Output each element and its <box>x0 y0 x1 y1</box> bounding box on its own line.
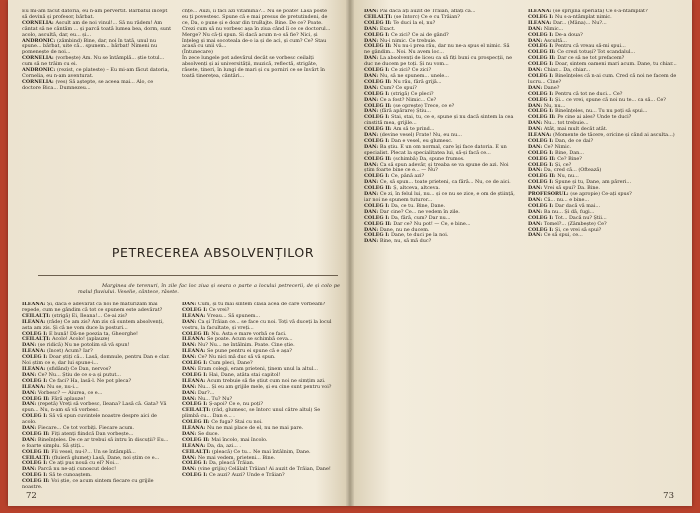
dialogue-text: Ce? Nu... Știu de ce s-a și putut... <box>37 371 121 378</box>
speaker-name: DAN: <box>364 161 380 168</box>
dialogue-text: (rezist, ce plateste) – Eu mi-am făcut datoria, Cornelia, eu n-am aventurat. <box>22 67 170 79</box>
speaker-name: COLEG I: <box>182 306 209 313</box>
dialogue-text: Vorbesc? — Aiurea, ce e... <box>37 389 103 396</box>
speaker-name: COLEG II: <box>182 330 212 337</box>
dialogue-text: (zâmbind) Bine, dar, noi în tată, unul nu spune... bărbat, uite că... spunem... bărbat! Nimeni nu pomenește de noi... <box>22 37 158 56</box>
speaker-name: COLEG I: <box>182 360 209 367</box>
dialogue-text: Ce faci? Ha, lasă-l. Ne pot pleca? <box>49 377 132 384</box>
speaker-name: DAN: <box>22 371 38 378</box>
speaker-name: DAN: <box>364 108 380 115</box>
dialogue-text: În zece lungele pot adevărul decât se vorbesc ceilalți absolvenți și ai universității, muzică, reflectă, strigăte, râsete, tineri, în lungi de mari și cu porniri ce se învârt în toată tinerețea, cântări... <box>182 55 325 79</box>
dialogue-text: Ce, să spun... toate prieteni, ca fără... Nu, ce de aici. <box>379 179 511 186</box>
speaker-name: DAN: <box>22 401 38 408</box>
dialogue-text: Ce? Nu nici mă duc să vă spun. <box>197 354 276 361</box>
dialogue-text: (schimbă) Da, spune frumos. <box>393 155 465 162</box>
dialogue-text: Eu mi-am făcut datoria, eu n-am pervertit. Bărbatul încept să devină și profesor, bărbat. <box>22 9 168 20</box>
dialogue-text: Ne mai vedem, prieteni... Bine. <box>197 454 276 461</box>
speaker-name: ILEANA: <box>528 132 554 139</box>
dialogue-text: Și... ce vrei, spune că noi nu te... ca să... Ce? <box>555 96 666 103</box>
dialogue-text: (pleacă) Ce tu... Ne mai întâlnim, Dane. <box>212 448 311 455</box>
dialogue-text: Nu, nu... <box>557 173 579 180</box>
dialogue-text: Ș, altceva, altceva. <box>393 185 440 192</box>
dialogue-text: Da, pleacă Trăian. <box>209 460 255 467</box>
speaker-name: DAN: <box>22 389 38 396</box>
dialogue-text: (vine grijiu) Celălalt Trăian! Ai auzit de Trăian, Dane! <box>197 466 331 473</box>
dialogue-text: Nu ne mai place de el, nu ne mai pare. <box>207 425 304 432</box>
dialogue-text: Ce auzi? Auzi? Unde e Trăian? <box>209 472 285 479</box>
dialogue-text: (se oprește) Trece, ce e? <box>393 102 455 109</box>
speaker-name: DAN: <box>528 37 544 44</box>
speaker-name: ILEANA: <box>22 383 48 390</box>
dialogue-text: Nu nu-i prea rău, dar nu ne-a spus el nimic. Să ne gândim... Noi. Nu avem loc... <box>364 43 510 56</box>
speaker-name: DAN: <box>528 102 544 109</box>
dialogue-line <box>364 239 516 245</box>
dialogue-text: Se pune pentru ei spune că e așa? <box>207 348 292 355</box>
dialogue-text: Ce? Nimic. <box>543 143 571 150</box>
speaker-name: COLEG I: <box>528 61 555 68</box>
dialogue-text: Dar... (Mâna)... Nu?... <box>553 19 607 26</box>
dialogue-text: Ba știu. E un om normal, care își face datoria. E un specialist. Plecat la specialitatea lui, să-și facă ce... <box>364 143 507 156</box>
dialogue-text: Nu s-a-ntâmplat nimic. <box>555 13 612 20</box>
speaker-name: ILEANA: <box>182 348 208 355</box>
dialogue-text: (sfidând) Ce Dan, nervos? <box>47 365 112 372</box>
dialogue-text: Nu, nu... <box>543 102 566 109</box>
open-book <box>8 0 692 506</box>
speaker-name: COLEG I: <box>182 371 209 378</box>
speaker-name: COLEG I: <box>364 90 391 97</box>
dialogue-text: Tomel?... (Zâmbește) Ce? <box>543 220 607 227</box>
dialogue-text: Ce zici? Ce zici? <box>391 67 432 74</box>
speaker-name: COLEG I: <box>22 354 49 361</box>
dialogue-text: E bună! Dă-ne poezia ta, Gheorghe! <box>49 330 139 337</box>
speaker-name: COLEG II: <box>182 419 212 426</box>
speaker-name: ANDRONIC: <box>22 67 57 74</box>
dialogue-line <box>22 39 172 57</box>
speaker-name: DAN: <box>182 395 198 402</box>
speaker-name: ILEANA: <box>182 312 208 319</box>
speaker-name: DAN: <box>528 167 544 174</box>
speaker-name: COLEG I: <box>528 72 555 79</box>
dialogue-text: Și, dacă e adevărat că noi ne maturizăm mai repede, cum ne gândim că tot ce spunem este adevărat? <box>22 302 163 313</box>
speaker-name: DAN: <box>528 208 544 215</box>
dialogue-text: Să vă spun cuvintele noastre despre aici de acolo. <box>22 413 157 426</box>
dialogue-text: Ba nu... Și dă, fugi... <box>543 208 595 215</box>
speaker-name: COLEG II: <box>364 78 394 85</box>
speaker-name: COLEG I: <box>528 96 555 103</box>
speaker-name: DAN: <box>364 191 380 198</box>
dialogue-text: Fiecare... Ce tot vorbiți. Fiecare acum. <box>37 425 135 432</box>
dialogue-text: Dane, nu ne ducem. <box>379 226 430 233</box>
speaker-name: COLEG II: <box>364 155 394 162</box>
dialogue-text: Dane, te duci pe la noi. <box>391 232 449 239</box>
speaker-name: COLEG I: <box>22 377 49 384</box>
speaker-name: COLEG I: <box>364 31 391 38</box>
dialogue-text: Dar ce? Nu pot! — Ce, e bine... <box>393 220 471 227</box>
dialogue-text: Dar dacă vă mai... <box>555 202 600 209</box>
dialogue-line <box>22 80 172 92</box>
speaker-name: COLEG II: <box>528 155 558 162</box>
speaker-name: CORNELIA: <box>22 19 56 26</box>
speaker-name: DAN: <box>22 466 38 473</box>
dialogue-text: Vrei să spui? Da. Bine. <box>543 185 600 192</box>
speaker-name: DAN: <box>364 132 380 139</box>
dialogue-text: Ce zi, în felul lui, nu... și ce nu se zice, e om de știință, iar noi ne spunem tuturor... <box>364 191 515 203</box>
speaker-name: DAN: <box>528 197 544 203</box>
dialogue-text: cnțe... Auzi, îi faci azi vitamina?... Nu se poate! Lasă poste eu ți povestesc. Spune că e mai presus de pretutindeni, de ce, Da, o pune și e doar din truBajte. Bine. De ce? Poate. Crezi cum să nu vorbesc așa în ziua când îi ce ce doctorul... Merge? Nu că-ți spun. Si dacă acum n-o să fie? Nici, și înțeleg și mai socoteala de-o ia și de aci, și cum? Ce? Stau acasă cu unii vă... <box>182 9 331 50</box>
dialogue-text: Nu, să ne spunem... unele... <box>379 72 449 79</box>
dialogue-text: Chiar... Da, chiar... <box>543 67 591 74</box>
dialogue-text: Ce crezi totuși? Tot scandalul... <box>557 49 636 56</box>
speaker-name: ILEANA: <box>22 302 48 307</box>
stage-intro: Marginea de terenuri, în zile fac loc ziua și seara o parte a locului petrecerii, de și colo pe malul fluviului. Veselie, cântece, râsete. <box>78 283 340 295</box>
dialogue-text: Atât, mai mult decât atât. <box>543 126 608 133</box>
dialogue-text: (fără apărare) Știu... <box>379 108 431 115</box>
speaker-name: COLEG I: <box>22 413 49 420</box>
dialogue-text: (râd, glumesc, se întorc unul către altul) Se plimbă cu... Dan e... . <box>182 407 321 420</box>
dialogue-text: Bine, Dan... <box>555 149 584 156</box>
speaker-name: COLEG I: <box>182 460 209 467</box>
speaker-name: DAN: <box>182 454 198 461</box>
speaker-name: DAN: <box>364 37 380 44</box>
speaker-name: CEILALȚI: <box>364 13 395 20</box>
dialogue-text: Ce să spui, ce... <box>543 232 583 239</box>
speaker-name: COLEG I: <box>528 90 555 97</box>
speaker-name: DAN: <box>182 466 198 473</box>
speaker-name: COLEG I: <box>528 13 555 20</box>
column-fourth <box>528 9 680 487</box>
speaker-name: DAN: <box>364 55 380 62</box>
column-left-bottom <box>22 302 172 490</box>
speaker-name: ILEANA: <box>182 425 208 432</box>
speaker-name: DAN: <box>528 185 544 192</box>
speaker-name: COLEG II: <box>364 102 394 109</box>
dialogue-text: Acum trebuie să fie știut cum noi ne simțim azi. <box>207 377 326 384</box>
speaker-name: COLEG II: <box>22 448 52 455</box>
dialogue-text: Exact. <box>379 25 396 32</box>
dialogue-text: (devine vesel) Frate! Nu, eu nu... <box>379 132 462 139</box>
speaker-name: COLEG I: <box>182 472 209 479</box>
speaker-name: COLEG II: <box>528 55 558 62</box>
speaker-name: DAN: <box>364 238 380 245</box>
speaker-name: DAN: <box>182 318 198 325</box>
speaker-name: COLEG II: <box>364 220 394 227</box>
dialogue-text: Nu... Tu? Nu? <box>197 395 233 402</box>
dialogue-text: (Întunecare) <box>182 49 213 56</box>
speaker-name: DAN: <box>364 25 380 32</box>
speaker-name: DAN: <box>182 342 198 349</box>
speaker-name: DAN: <box>182 365 198 372</box>
speaker-name: COLEG I: <box>528 137 555 144</box>
speaker-name: DAN: <box>364 143 380 150</box>
dialogue-text: Acolo! Acolo! (aplauze) <box>52 336 110 343</box>
dialogue-line <box>182 473 332 479</box>
dialogue-text: Vreau... Să spunem... <box>207 312 261 319</box>
speaker-name: DAN: <box>528 232 544 239</box>
page-left <box>16 0 338 506</box>
title-rule <box>38 275 338 276</box>
dialogue-line <box>182 56 332 80</box>
dialogue-text: Ce zici? Ce ai de gând? <box>391 31 449 38</box>
speaker-name: COLEG I: <box>528 149 555 156</box>
dialogue-text: Bineînțeles. De ce ar trebui să intru în discuții? Eu... e foarte simplu. Să știți... <box>22 436 169 449</box>
dialogue-text: Pentru că tot ne duci... Ce? <box>555 90 623 97</box>
speaker-name: COLEG II: <box>22 395 52 402</box>
dialogue-text: Se poate. Acum se schimbă ceva... <box>207 336 293 343</box>
dialogue-text: Dan e vesel, eu glumesc. <box>391 137 453 144</box>
dialogue-text: Nu... Și eu am grijile mele, și eu cine sunt pentru voi? <box>197 383 332 390</box>
dialogue-text: Cum pleci, Dane? <box>209 360 253 367</box>
dialogue-text: Da, ce tu. Bine, Dane. <box>391 202 446 209</box>
speaker-name: DAN: <box>528 67 544 74</box>
dialogue-text: Ca și Trăian ce... se face cu noi. Toți vă duceți la locul vostru, la facultate, și vreți... <box>182 318 332 331</box>
dialogue-text: (se ridică) Nu ne potolim să vă spun! <box>37 342 130 349</box>
dialogue-text: (se apropie) Ce-ați spus? <box>570 191 632 198</box>
speaker-name: COLEG I: <box>364 114 391 121</box>
dialogue-text: Și, ce? <box>555 161 572 168</box>
dialogue-text: Ce a fost? Nimic... Ce? <box>379 96 437 103</box>
dialogue-text: Pentru că vreau să-mi spui... <box>555 43 626 50</box>
dialogue-text: (ves) Să aștepte, se aceea mai... Alo, ce doctore Bica... Dumnezeu... <box>22 78 154 91</box>
speaker-name: DAN: <box>182 430 198 437</box>
dialogue-text: De-a doua? <box>555 31 583 38</box>
speaker-name: COLEG II: <box>528 49 558 56</box>
speaker-name: ILEANA: <box>182 336 208 343</box>
column-right-bottom <box>182 302 332 490</box>
speaker-name: DAN: <box>22 436 38 443</box>
speaker-name: COLEG II: <box>22 478 52 485</box>
speaker-name: CORNELIA: <box>22 78 56 85</box>
speaker-name: CORNELIA: <box>22 55 56 62</box>
dialogue-text: Ce vrei? <box>209 306 230 313</box>
dialogue-text: (strigă) Ce pleci? <box>391 90 434 97</box>
speaker-name: COLEG I: <box>528 31 555 38</box>
column-right-top <box>182 9 332 237</box>
speaker-name: CEILALȚI: <box>22 454 53 461</box>
speaker-name: COLEG I: <box>364 173 391 180</box>
dialogue-text: Ce? Bine? <box>557 155 582 162</box>
dialogue-text: (vorbește) Am. Nu se întâmplă... știe totul... cum să ne trăim cu ei. <box>22 55 165 68</box>
speaker-name: DAN: <box>182 302 198 307</box>
speaker-name: COLEG I: <box>364 232 391 239</box>
dialogue-text: Da, da, azi... . <box>207 442 241 449</box>
column-third <box>364 9 516 487</box>
speaker-name: COLEG II: <box>528 114 558 121</box>
speaker-name: ILEANA: <box>22 365 48 372</box>
speaker-name: COLEG II: <box>22 430 52 437</box>
speaker-name: DAN: <box>528 126 544 133</box>
speaker-name: COLEG I: <box>182 401 209 408</box>
dialogue-text: Bine, nu, să mă duc? <box>379 238 432 245</box>
page-right <box>356 0 686 506</box>
speaker-name: COLEG I: <box>528 161 555 168</box>
speaker-name: COLEG II: <box>364 19 394 26</box>
speaker-name: ILEANA: <box>528 19 554 26</box>
dialogue-line <box>528 233 680 239</box>
dialogue-text: Dar?... <box>197 389 215 396</box>
speaker-name: DAN: <box>22 425 38 432</box>
dialogue-text: Ascult am de noi vinul!... Să nu râdem! Am cântat să ne cântăm ... și parcă toată lumea bea, dorm, sunt acolo, ascultă, dar, eu... și... <box>22 19 172 38</box>
speaker-name: ANDRONIC: <box>22 37 57 44</box>
speaker-name: DAN: <box>364 208 380 215</box>
speaker-name: DAN: <box>364 9 380 14</box>
speaker-name: COLEG I: <box>528 214 555 221</box>
speaker-name: COLEG I: <box>364 137 391 144</box>
speaker-name: CEILALȚI: <box>22 336 53 343</box>
dialogue-line <box>182 9 332 50</box>
dialogue-text: (se sprijină speriată) Ce s-a-ntâmplat? <box>553 9 648 14</box>
dialogue-text: Da, cred că... (Oftează) <box>543 167 602 174</box>
speaker-name: COLEG II: <box>182 436 212 443</box>
dialogue-text: Și, ce vrei să spui? <box>555 226 602 233</box>
dialogue-text: Te duci la el, nu? <box>393 19 436 26</box>
speaker-name: COLEG I: <box>364 67 391 74</box>
dialogue-text: Nu? Nu... ne întâlnim. Poate. Cine știe. <box>197 342 295 349</box>
dialogue-text: (râde) Ce am zis? Am zis că suntem absolvenți, asta am zis. Și că ne vom duce la posturi... <box>22 318 164 331</box>
speaker-name: DAN: <box>364 84 380 91</box>
speaker-name: DAN: <box>528 143 544 150</box>
dialogue-text: (se întorc) Ce e cu Trăian? <box>394 13 460 20</box>
dialogue-text: Mai încolo, mai încolo. <box>211 436 268 443</box>
dialogue-text: Dan, de ce dai? <box>555 137 594 144</box>
speaker-name: COLEG I: <box>528 226 555 233</box>
speaker-name: COLEG I: <box>22 460 49 467</box>
speaker-name: COLEG I: <box>528 43 555 50</box>
dialogue-text: Parcă nu ne-ați cunoscut deloc! <box>37 466 117 473</box>
dialogue-text: Stai, stai, tu, ce e, spune și nu dacă sintem la cea cinstită mea, grijile... <box>364 114 514 127</box>
speaker-name: COLEG I: <box>22 330 49 337</box>
dialogue-text: Să te cunoaștem. <box>49 472 92 479</box>
dialogue-text: Hai, Dane, atâta stai capitol! <box>209 371 281 378</box>
speaker-name: COLEG II: <box>364 126 394 133</box>
dialogue-text: La absolvenți de liceu ca să fiți buni cu prospecții, ne duc ne ducem pe toți. Și nu vom... <box>364 55 513 68</box>
dialogue-text: Fiți atenți fiindcă Dan vorbește... <box>51 430 134 437</box>
dialogue-text: Am să te prind... <box>393 126 435 133</box>
dialogue-text: Nu rău, fără grijă... <box>393 78 442 85</box>
speaker-name: PROFESORUL: <box>528 191 571 198</box>
dialogue-text: Nu se, nu-i... <box>47 383 79 390</box>
speaker-name: DAN: <box>182 389 198 396</box>
speaker-name: COLEG I: <box>528 108 555 115</box>
dialogue-text: Bineînțeles că n-ai cum. Cred că noi ne facem de lucru... Cine? <box>528 72 677 85</box>
dialogue-text: Eram colegi, eram prieteni, ținem unul la altul... <box>197 365 318 372</box>
dialogue-text: Nu-i nimic. Ce trebuie. <box>379 37 437 44</box>
dialogue-text: Se duce. <box>197 430 220 437</box>
dialogue-text: (fluieră glumeț) Lasă, Dane, noi știm ce e... <box>52 454 160 461</box>
section-title: PETRECEREA ABSOLVENȚILOR <box>111 245 315 260</box>
speaker-name: COLEG I: <box>364 214 391 221</box>
speaker-name: DAN: <box>182 354 198 361</box>
speaker-name: DAN: <box>364 179 380 186</box>
dialogue-text: Că... nu... e bine... <box>543 197 590 203</box>
speaker-name: CEILALȚI: <box>182 407 213 414</box>
dialogue-text: Dar cine? Ce... ne vedem în zile. <box>379 208 460 215</box>
dialogue-text: Nimic... <box>543 25 564 32</box>
speaker-name: DAN: <box>364 96 380 103</box>
speaker-name: COLEG I: <box>528 202 555 209</box>
speaker-name: DAN: <box>22 342 38 349</box>
column-left-top <box>22 9 172 237</box>
dialogue-text: Tot... Dacă nu? Știi... <box>555 214 607 221</box>
speaker-name: DAN: <box>364 72 380 79</box>
dialogue-text: Ce fuga? Stai cu noi. <box>211 419 263 426</box>
dialogue-text: Ce, până azi? <box>391 173 425 180</box>
dialogue-text: (repetă) Vreți să vorbesc, Ileana? Lasă că. Gata? Vă spun... Nu, n-am să vă vorbesc. <box>22 401 167 414</box>
dialogue-text: Ca să spun adevăr, și treaba se va spune de azi. Noi știm foarte bine ce e... — Nu? <box>364 161 509 174</box>
dialogue-text: Pe cine ai ales? Unde te duci? <box>557 114 632 121</box>
speaker-name: COLEG II: <box>364 185 394 192</box>
dialogue-text: Fii vesel, nu-i?... Un se întâmplă... <box>51 448 136 455</box>
dialogue-line <box>22 479 172 490</box>
speaker-name: DAN: <box>528 84 544 91</box>
dialogue-text: Dane? <box>543 84 560 91</box>
speaker-name: COLEG I: <box>22 472 49 479</box>
speaker-name: COLEG I: <box>364 202 391 209</box>
speaker-name: DAN: <box>528 25 544 32</box>
speaker-name: COLEG II: <box>528 173 558 180</box>
speaker-name: CEILALȚI: <box>22 312 53 319</box>
dialogue-text: Cum? Ce spui? <box>379 84 417 91</box>
dialogue-text: (încet) Acum? Iar? <box>47 348 93 355</box>
speaker-name: ILEANA: <box>528 9 554 14</box>
page-number-left: 72 <box>26 491 37 501</box>
dialogue-text: Doar știți că... Lasă, domnule, pentru Dan e clar. Noi știm ce e, dar lui spune-i... <box>22 354 170 367</box>
dialogue-text: Ș-apoi? Ce e, nu poți? <box>209 401 264 408</box>
dialogue-text: (strigă) Ei, Ileana!... Ce-ai zis? <box>52 312 128 319</box>
dialogue-text: Fără aplauze! <box>51 395 86 402</box>
speaker-name: ILEANA: <box>22 348 48 355</box>
dialogue-line <box>22 21 172 39</box>
speaker-name: DAN: <box>528 220 544 227</box>
speaker-name: DAN: <box>182 383 198 390</box>
dialogue-text: Bineînțeles, nu... Tu nu poți să spui... <box>555 108 648 115</box>
speaker-name: DAN: <box>528 120 544 127</box>
dialogue-text: Cum, și tu mai sintem clasa acea de care vorbeam? <box>197 302 326 307</box>
dialogue-text: Doar, sintem oameni mari acum. Dane, tu chiar... <box>555 61 677 68</box>
speaker-name: COLEG II: <box>364 43 394 50</box>
dialogue-text: Dar ce să ne tot prefacem? <box>557 55 625 62</box>
dialogue-text: Nu... tot trebuie... <box>543 120 589 127</box>
dialogue-text: Ce ați pus nouă cu el? Noi... <box>49 460 119 467</box>
dialogue-text: Voi știe, ce acum sintem fiecare cu grijile noastre. <box>22 478 154 490</box>
speaker-name: COLEG I: <box>528 179 555 186</box>
speaker-name: ILEANA: <box>182 377 208 384</box>
dialogue-text: Păi dacă ați auzit de Trăian, aflați că... <box>379 9 476 14</box>
speaker-name: CEILALȚI: <box>182 448 213 455</box>
dialogue-text: (Momente de tăcere, oricine și când ai asculta...) <box>553 132 675 139</box>
page-number-right: 73 <box>663 491 674 501</box>
dialogue-text: Ascultă... <box>543 37 567 44</box>
dialogue-text: Nu. Asta e mare vorbă ce faci. <box>211 330 287 337</box>
dialogue-text: Spune și tu, Dane, am păreri... <box>555 179 632 186</box>
speaker-name: DAN: <box>364 226 380 233</box>
speaker-name: ILEANA: <box>22 318 48 325</box>
dialogue-text: Da, fără, cum? Dar nu... <box>391 214 451 221</box>
speaker-name: ILEANA: <box>182 442 208 449</box>
